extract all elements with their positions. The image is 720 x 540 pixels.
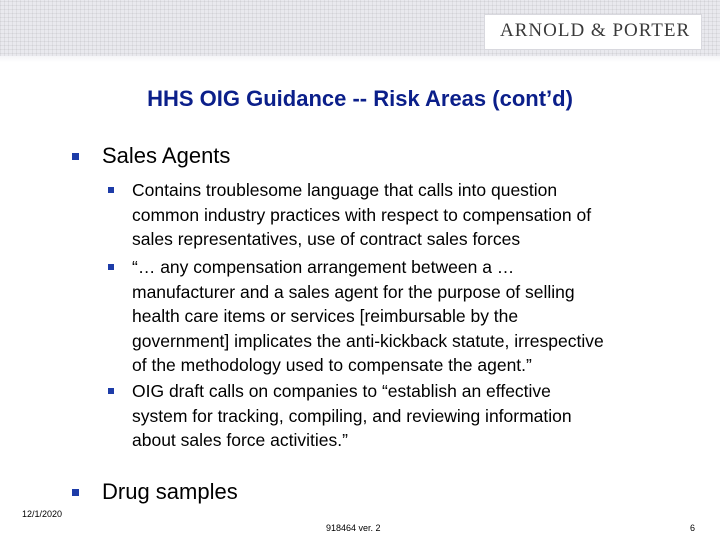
- sub-bullet-compensation-language: Contains troublesome language that calls into question common industry practices with respect to compensation of sales representatives, use of contract sales forces: [132, 180, 592, 249]
- footer-page-number: 6: [690, 523, 696, 533]
- sub-bullet-marker-icon: [108, 187, 114, 193]
- sub-bullet-marker-icon: [108, 388, 114, 394]
- bullet-marker-icon: [72, 489, 79, 496]
- firm-logo-text: ARNOLD & PORTER: [500, 20, 691, 41]
- footer-date: 12/1/2020: [22, 509, 63, 519]
- bullet-marker-icon: [72, 153, 79, 160]
- bullet-drug-samples: Drug samples: [102, 479, 238, 504]
- sub-bullet-oig-draft: OIG draft calls on companies to “establish an effective system for tracking, compiling, and reviewing information about sales force activities.”: [132, 381, 572, 450]
- sub-bullet-marker-icon: [108, 264, 114, 270]
- bullet-sales-agents: Sales Agents: [102, 143, 231, 168]
- footer-doc-id: 918464 ver. 2: [326, 523, 381, 533]
- slide-title: HHS OIG Guidance -- Risk Areas (cont’d): [147, 86, 573, 111]
- sub-bullet-anti-kickback-quote: “… any compensation arrangement between a … manufacturer and a sales agent for the purpose of selling health care items or services [reimbursable by the government] implicates the anti-kickback statute, irrespective of the methodology used to compensate the agent.”: [132, 257, 604, 375]
